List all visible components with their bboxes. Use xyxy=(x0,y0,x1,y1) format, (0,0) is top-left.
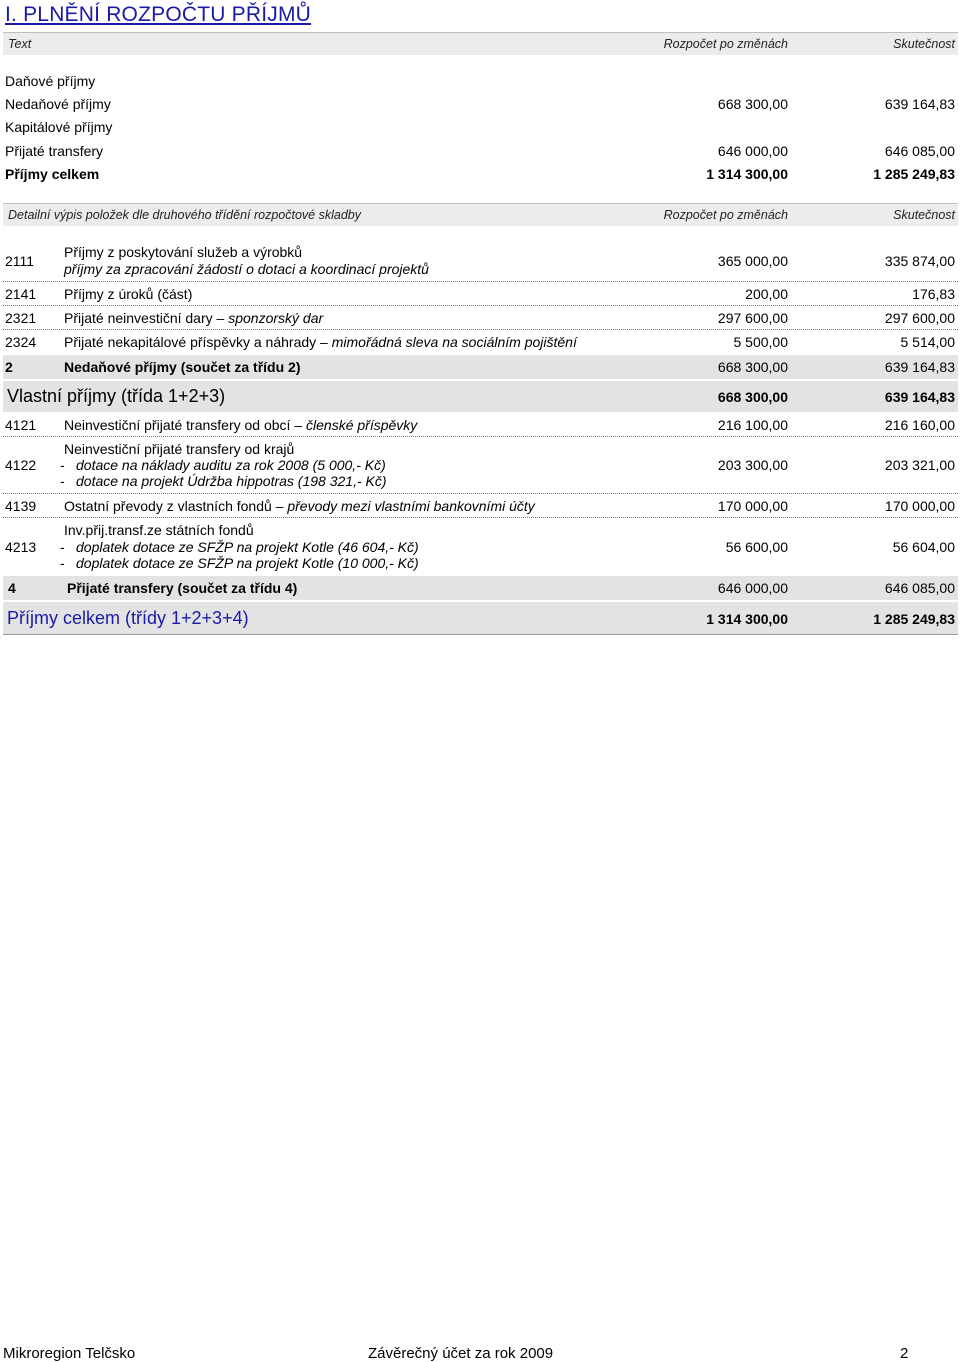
header-text: Detailní výpis položek dle druhového třídění rozpočtové skladby xyxy=(8,208,361,222)
class-subtotal-row: 4 Přijaté transfery (součet za třídu 4) 646 000,00 646 085,00 xyxy=(3,576,958,600)
summary-row: Nedaňové příjmy 668 300,00 639 164,83 xyxy=(5,96,955,112)
header-budget: Rozpočet po změnách xyxy=(663,208,788,222)
header-actual: Skutečnost xyxy=(893,208,955,222)
summary-total-row: Příjmy celkem 1 314 300,00 1 285 249,83 xyxy=(5,166,955,182)
table-row: 4139 Ostatní převody z vlastních fondů – převody mezi vlastními bankovními účty 170 000,00 170 000,00 xyxy=(3,495,958,518)
page-title: I. PLNĚNÍ ROZPOČTU PŘÍJMŮ xyxy=(5,3,312,26)
footer-page-number: 2 xyxy=(900,1345,909,1362)
table-row: 4213 Inv.přij.transf.ze státních fondů - doplatek dotace ze SFŽP na projekt Kotle (46 604,- Kč) - doplatek dotace ze SFŽP na projekt Kotle (10 000,- Kč) 56 600,00 56 604,00 xyxy=(5,522,955,571)
grand-total-row: Příjmy celkem (třídy 1+2+3+4) 1 314 300,00 1 285 249,83 xyxy=(3,602,958,635)
footer-document-title: Závěrečný účet za rok 2009 xyxy=(368,1345,554,1362)
table-row: 2321 Přijaté neinvestiční dary – sponzorský dar 297 600,00 297 600,00 xyxy=(3,307,958,330)
footer-organization: Mikroregion Telčsko xyxy=(3,1345,136,1362)
header-budget: Rozpočet po změnách xyxy=(663,37,788,51)
header-actual: Skutečnost xyxy=(893,37,955,51)
table-header-detail xyxy=(3,203,958,226)
summary-row: Přijaté transfery 646 000,00 646 085,00 xyxy=(5,143,955,159)
summary-row: Kapitálové příjmy xyxy=(5,119,113,135)
table-row: 2111 Příjmy z poskytování služeb a výrobků příjmy za zpracování žádostí o dotaci a koordinací projektů 365 000,00 335 874,00 xyxy=(3,243,958,282)
table-row: 4121 Neinvestiční přijaté transfery od obcí – členské příspěvky 216 100,00 216 160,00 xyxy=(3,414,958,437)
header-text: Text xyxy=(8,37,32,51)
class-subtotal-row: 2 Nedaňové příjmy (součet za třídu 2) 668 300,00 639 164,83 xyxy=(3,355,958,379)
summary-row: Daňové příjmy xyxy=(5,73,96,89)
table-header-summary xyxy=(3,32,958,55)
table-row: 4122 Neinvestiční přijaté transfery od krajů - dotace na náklady auditu za rok 2008 (5 000,- Kč) - dotace na projekt Údržba hippotras (198 321,- Kč) 203 300,00 203 321,00 xyxy=(3,438,958,494)
table-row: 2141 Příjmy z úroků (část) 200,00 176,83 xyxy=(3,283,958,306)
own-income-row: Vlastní příjmy (třída 1+2+3) 668 300,00 639 164,83 xyxy=(3,381,958,412)
table-row: 2324 Přijaté nekapitálové příspěvky a náhrady – mimořádná sleva na sociálním pojištění 5 500,00 5 514,00 xyxy=(5,334,955,350)
